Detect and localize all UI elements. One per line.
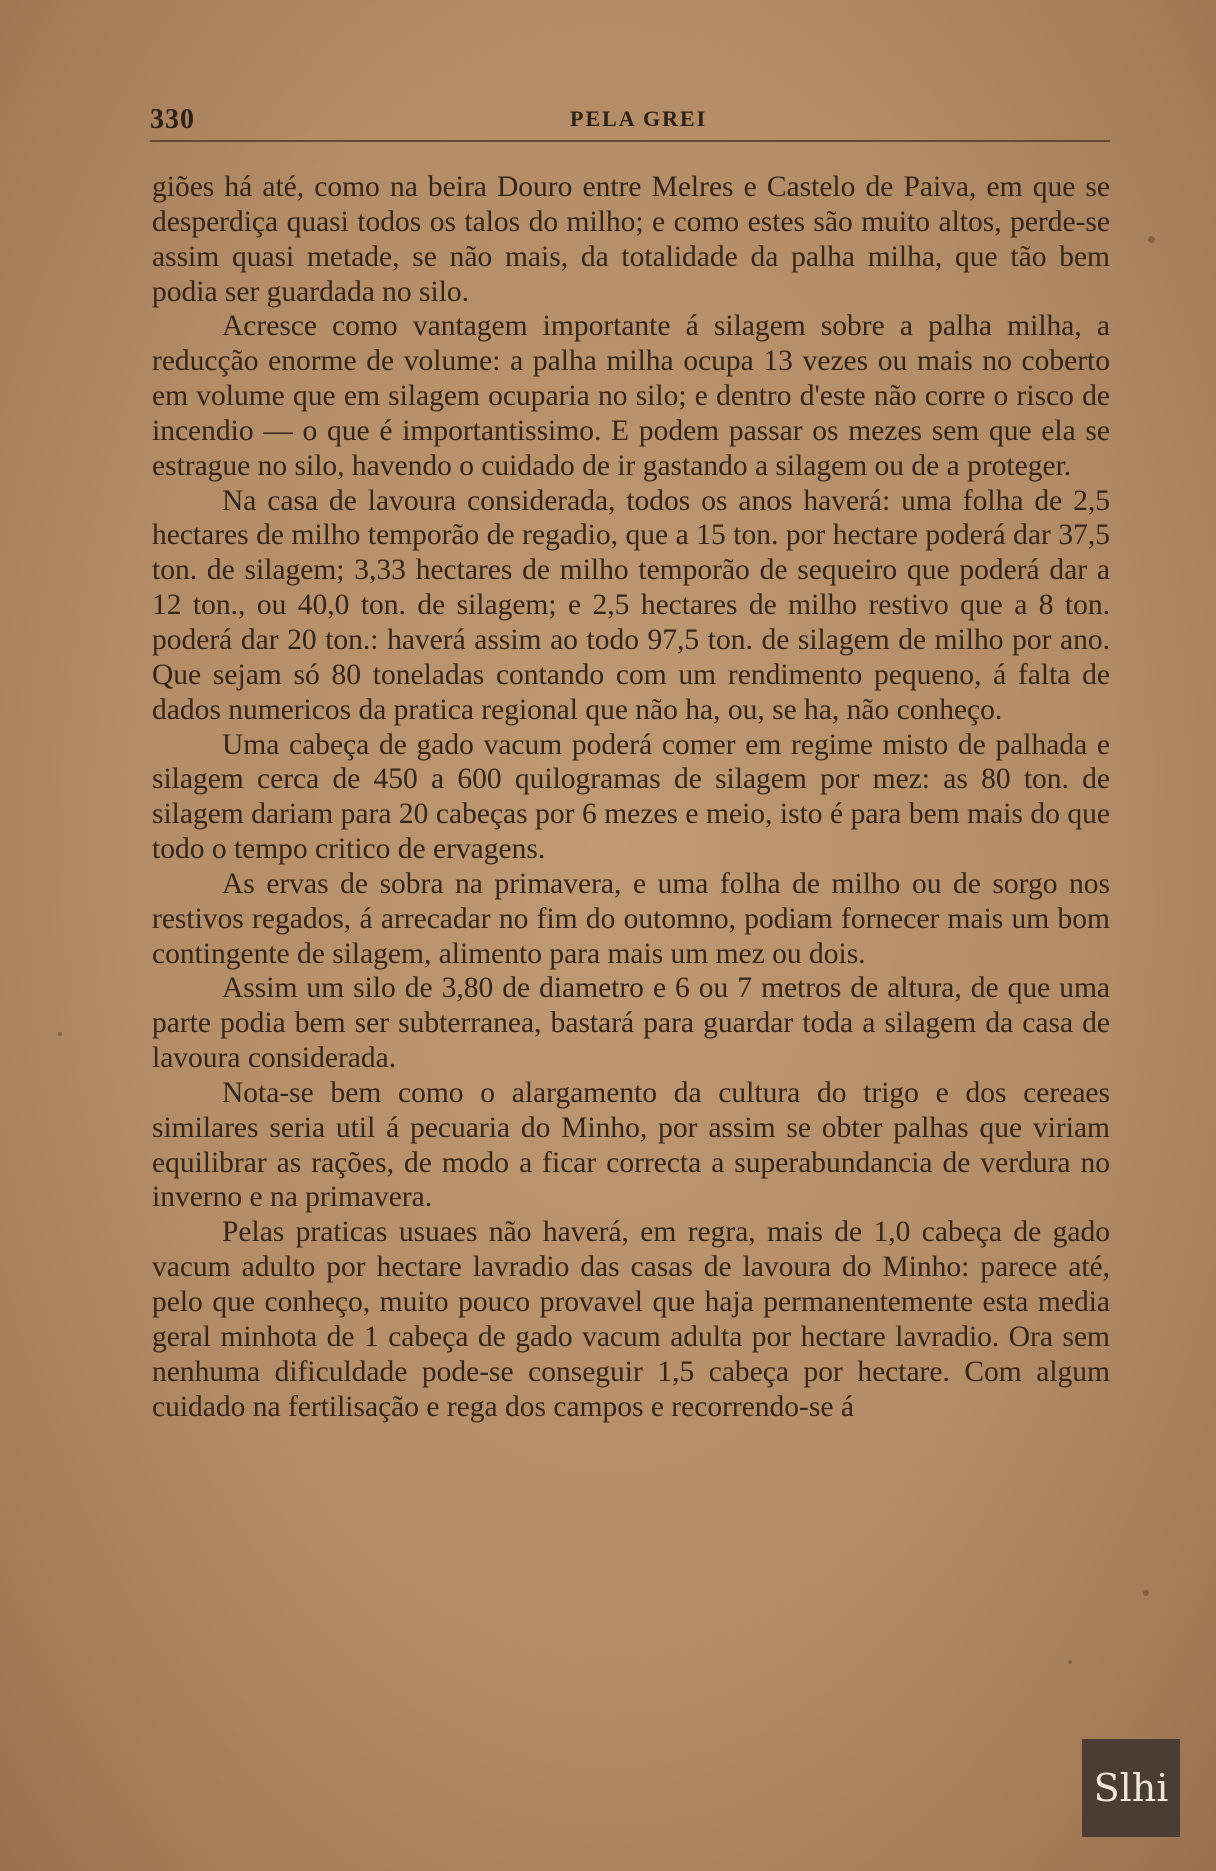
running-title: PELA GREI	[570, 106, 708, 131]
header-rule	[150, 140, 1110, 142]
paragraph: As ervas de sobra na primavera, e uma folha de milho ou de sorgo nos restivos regados, á arrecadar no fim do outomno, podiam fornecer mais um bom contingente de silagem, alimento para mais um mez ou dois.	[152, 867, 1110, 970]
paper-speck	[1143, 1590, 1149, 1596]
page-number: 330	[150, 104, 195, 135]
paper-speck	[1148, 236, 1155, 243]
paragraph: Na casa de lavoura considerada, todos os anos haverá: uma folha de 2,5 hectares de milho temporão de regadio, que a 15 ton. por hectare poderá dar 37,5 ton. de silagem; 3,33 hectares de milho temporão de sequeiro que poderá dar a 12 ton., ou 40,0 ton. de silagem; e 2,5 hectares de milho restivo que a 8 ton. poderá dar 20 ton.: haverá assim ao todo 97,5 ton. de silagem de milho por ano. Que sejam só 80 toneladas contando com um rendimento pequeno, á falta de dados numericos da pratica regional que não ha, ou, se ha, não conheço.	[152, 484, 1110, 726]
body-text	[152, 170, 1110, 1424]
paper-speck	[58, 1032, 62, 1036]
paragraph: Nota-se bem como o alargamento da cultura do trigo e dos cereaes similares seria util á pecuaria do Minho, por assim se obter palhas que viriam equilibrar as rações, de modo a ficar correcta a superabundancia de verdura no inverno e na primavera.	[152, 1076, 1110, 1214]
page-header	[150, 96, 1110, 142]
paragraph: giões há até, como na beira Douro entre Melres e Castelo de Paiva, em que se desperdiça quasi todos os talos do milho; e como estes são muito altos, perde-se assim quasi metade, se não mais, da totalidade da palha milha, que tão bem podia ser guardada no silo.	[152, 171, 1110, 308]
paragraph: Uma cabeça de gado vacum poderá comer em regime misto de palhada e silagem cerca de 450 a 600 quilogramas de silagem por mez: as 80 ton. de silagem dariam para 20 cabeças por 6 mezes e meio, isto é para bem mais do que todo o tempo critico de ervagens.	[152, 728, 1110, 866]
library-stamp: Slhi	[1082, 1739, 1180, 1837]
paragraph: Assim um silo de 3,80 de diametro e 6 ou 7 metros de altura, de que uma parte podia bem ser subterranea, bastará para guardar toda a silagem da casa de lavoura considerada.	[152, 972, 1110, 1075]
paper-speck	[1068, 1660, 1072, 1664]
paragraph: Pelas praticas usuaes não haverá, em regra, mais de 1,0 cabeça de gado vacum adulto por hectare lavradio das casas de lavoura do Minho: parece até, pelo que conheço, muito pouco provavel que haja permanentemente esta media geral minhota de 1 cabeça de gado vacum adulta por hectare lavradio. Ora sem nenhuma dificuldade pode-se conseguir 1,5 cabeça por hectare. Com algum cuidado na fertilisação e rega dos campos e recorrendo-se á	[152, 1216, 1110, 1423]
paragraph: Acresce como vantagem importante á silagem sobre a palha milha, a reducção enorme de volume: a palha milha ocupa 13 vezes ou mais no coberto em volume que em silagem ocuparia no silo; e dentro d'este não corre o risco de incendio — o que é importantissimo. E podem passar os mezes sem que ela se estrague no silo, havendo o cuidado de ir gastando a silagem ou de a proteger.	[152, 310, 1110, 482]
